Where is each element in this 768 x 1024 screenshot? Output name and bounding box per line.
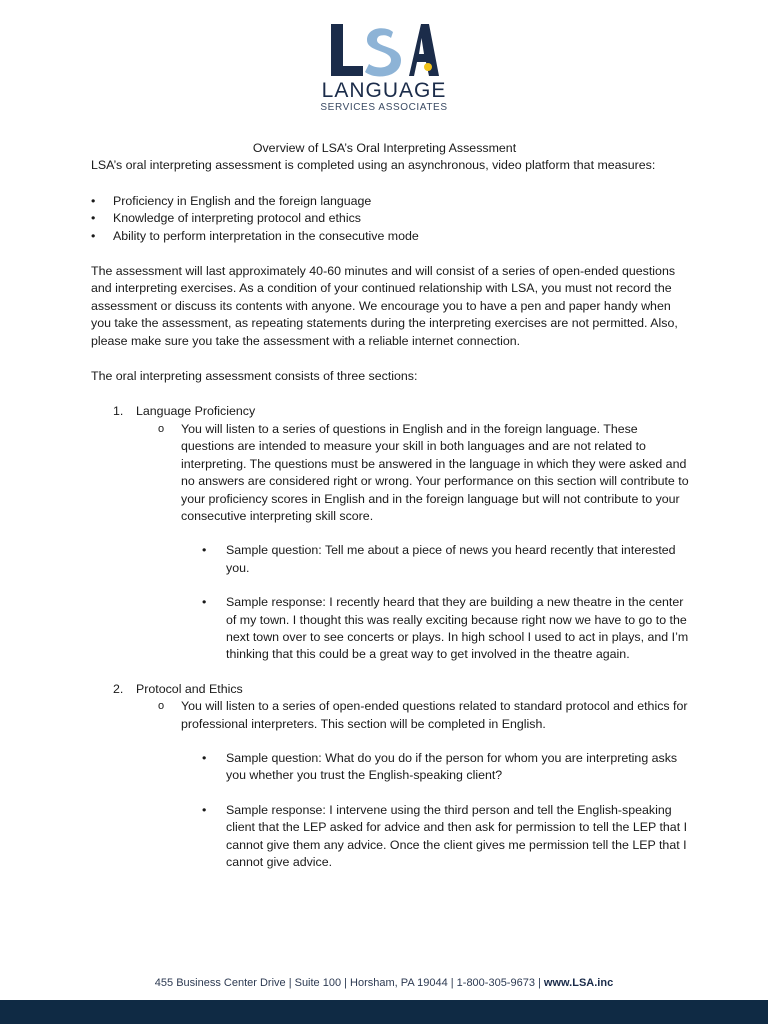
- section-title: Language Proficiency: [136, 404, 256, 419]
- list-item: • Knowledge of interpreting protocol and ethics: [113, 210, 691, 227]
- intro-text: LSA’s oral interpreting assessment is completed using an asynchronous, video platform that measures:: [91, 158, 656, 173]
- sample-response: Sample response: I intervene using the third person and tell the English-speaking client that the LEP asked for advice and then ask for permission to tell the LEP that I cannot give them any advice. Once the client gives me permission tell the LEP that I cannot give advice.: [226, 802, 688, 869]
- section-language-proficiency: [91, 403, 691, 663]
- footer-address: 455 Business Center Drive | Suite 100 | Horsham, PA 19044 | 1-800-305-9673 |: [154, 977, 544, 989]
- footer-bar: [0, 1000, 768, 1024]
- section-number: 1.: [113, 404, 124, 419]
- company-logo: [0, 22, 768, 114]
- section-description-item: [136, 421, 691, 525]
- footer-contact: [0, 977, 768, 989]
- sections-intro: The oral interpreting assessment consists of three sections:: [91, 369, 418, 384]
- section-number: 2.: [113, 681, 124, 696]
- section-description: You will listen to a series of questions in English and in the foreign language. These questions are intended to measure your skill in both languages and are not related to interpreting. The questions must be answered in the language in which they were asked and no answers are considered right or wrong. Your performance on this section will contribute to your proficiency scores in English and in the foreign language but will not contribute to your consecutive interpreting skill score.: [181, 421, 689, 523]
- circle-bullet-icon: o: [158, 700, 165, 713]
- section-description: You will listen to a series of open-ended questions related to standard protocol and ethics for professional interpreters. This section will be completed in English.: [181, 699, 688, 731]
- document-title: Overview of LSA’s Oral Interpreting Assessment: [252, 141, 517, 155]
- assessment-paragraph: The assessment will last approximately 40-60 minutes and will consist of a series of open-ended questions and interpreting exercises. As a condition of your continued relationship with LSA, you must not record the assessment or discuss its contents with anyone. We encourage you to have a pen and paper handy when you take the assessment, as repeating statements during the interpreting exercises are not permitted. Also, please make sure you take the assessment with a reliable internet connection.: [91, 264, 678, 348]
- list-item: • Proficiency in English and the foreign language: [113, 193, 691, 210]
- logo-line-services-associates: SERVICES ASSOCIATES: [320, 102, 448, 113]
- sample-response-item: [136, 802, 691, 872]
- sample-question: Sample question: Tell me about a piece of news you heard recently that interested you.: [226, 543, 676, 575]
- footer-website-link[interactable]: www.LSA.inc: [543, 977, 614, 989]
- section-description-item: [136, 698, 691, 733]
- sample-question: Sample question: What do you do if the person for whom you are interpreting asks you whether you trust the English-speaking client?: [226, 750, 678, 783]
- sample-response: Sample response: I recently heard that they are building a new theatre in the center of my town. I thought this was really exciting because right now we have to go to the next town over to see concerts or plays. In high school I used to act in plays, and I’m thinking that this could be a great way to get involved in the theatre again.: [226, 595, 689, 662]
- sections-list: [91, 403, 691, 871]
- bullet-icon: •: [202, 802, 207, 817]
- bullet-icon: •: [202, 595, 207, 610]
- lsa-logo-mark: [329, 22, 439, 78]
- section-protocol-and-ethics: [91, 681, 691, 872]
- list-item: • Ability to perform interpretation in the consecutive mode: [113, 228, 691, 245]
- circle-bullet-icon: o: [158, 422, 165, 435]
- bullet-icon: •: [202, 750, 207, 765]
- bullet-icon: •: [202, 543, 207, 558]
- sample-response-item: [136, 594, 691, 664]
- sample-question-item: [136, 750, 691, 785]
- measures-list: [91, 193, 691, 245]
- logo-line-language: LANGUAGE: [321, 79, 447, 102]
- sample-question-item: [136, 542, 691, 577]
- section-title: Protocol and Ethics: [136, 681, 243, 696]
- document-body: [91, 140, 691, 888]
